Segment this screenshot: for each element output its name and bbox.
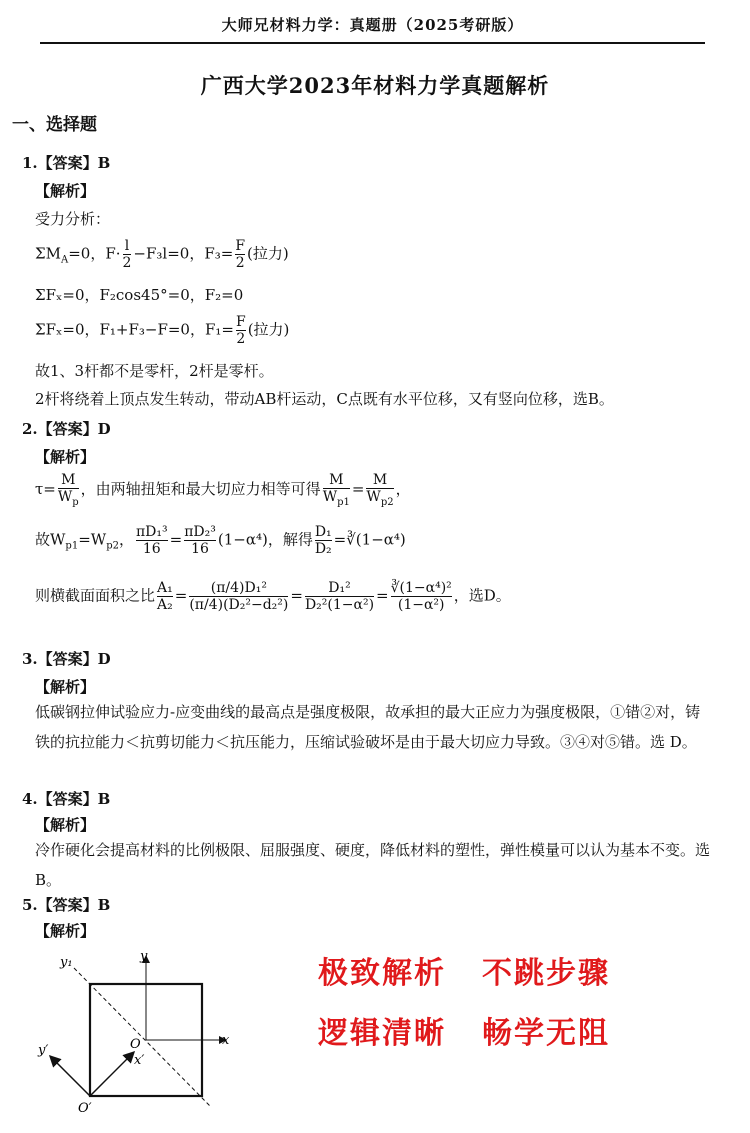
q2-l3-a: 则横截面面积之比 <box>35 586 156 605</box>
q2-l1-sub1: p <box>72 496 79 508</box>
q1-eq1 <box>35 238 289 271</box>
q2-l2-den1: 16 <box>136 540 168 557</box>
label-o-prime: O′ <box>78 1101 92 1116</box>
promo-line2a: 逻辑清晰 <box>318 1016 446 1051</box>
q2-l1-den2 <box>323 488 350 508</box>
q4-analysis-label: 【解析】 <box>35 816 96 834</box>
q2-l1-den1 <box>58 488 79 508</box>
q2-l2-num2: πD₂³ <box>184 524 216 540</box>
q2-l1-frac2 <box>323 472 350 508</box>
q1-eq3 <box>35 314 289 347</box>
q5-diagram <box>30 948 245 1118</box>
q1-analysis-label: 【解析】 <box>35 182 96 200</box>
q2-l1-d: ，由两轴扭矩和最大切应力相等可得 <box>80 480 321 499</box>
q2-l2-frac3 <box>315 524 332 557</box>
q1-eq1-num: l <box>124 238 130 254</box>
q2-l1-num3: M <box>372 472 388 488</box>
q2-l2-a: 故W <box>35 530 66 549</box>
q2-l1-w1: W <box>57 489 73 506</box>
header-rule <box>40 42 705 44</box>
q4-text: 冷作硬化会提高材料的比例极限、屈服强度、硬度，降低材料的塑性，弹性模量可以认为基本不变。选 B。 <box>35 841 711 889</box>
q1-eq1-a: ΣM <box>35 244 61 263</box>
label-y-prime: y′ <box>38 1043 49 1058</box>
q2-line2 <box>35 524 406 557</box>
promo-line1b: 不跳步骤 <box>482 956 610 991</box>
q1-eq3-den: 2 <box>236 331 246 348</box>
q2-l3-num2: (π/4)D₁² <box>210 580 267 596</box>
section-heading: 一、选择题 <box>12 115 97 135</box>
q2-l1-num1: M <box>61 472 76 488</box>
q1-eq1-num2: F <box>235 238 246 254</box>
q1-eq3-num: F <box>235 314 246 330</box>
q2-line3 <box>35 580 511 613</box>
q4-answer: 4.【答案】B <box>22 790 111 808</box>
q2-l3-den4: (1−α²) <box>391 596 452 613</box>
q2-l3-den2: (π/4)(D₂²−d₂²) <box>189 597 289 614</box>
q3-text: 低碳钢拉伸试验应力-应变曲线的最高点是强度极限，故承担的最大正应力为强度极限，①错②对，铸铁的抗拉能力＜抗剪切能力＜抗压能力，压缩试验破坏是由于最大切应力导致。③④对⑤错。选 D。 <box>35 703 701 751</box>
q2-l1-den3 <box>366 488 393 508</box>
label-x: x <box>222 1033 230 1048</box>
q2-l1-a: τ= <box>35 480 56 499</box>
q2-answer: 2.【答案】D <box>22 420 111 438</box>
promo-line1a: 极致解析 <box>318 956 446 991</box>
page-header: 大师兄材料力学：真题册（2025考研版） <box>221 16 524 34</box>
q2-l2-num3: D₁ <box>314 524 332 540</box>
label-o: O <box>130 1037 141 1052</box>
q2-l3-j: = <box>376 586 389 605</box>
q2-l3-m: ，选D。 <box>453 586 511 605</box>
q2-l3-frac3 <box>305 580 374 613</box>
q2-l1-frac3 <box>366 472 393 508</box>
q2-l2-c: ， <box>118 530 134 549</box>
q2-l2-f: = <box>169 530 183 549</box>
q2-l2-l: =∛(1−α⁴) <box>333 530 406 549</box>
q2-l3-frac4 <box>391 580 452 613</box>
q1-intro: 受力分析： <box>35 210 111 228</box>
q1-eq1-sub: A <box>60 254 69 266</box>
q2-l2-sub1: p1 <box>65 540 79 552</box>
q2-l1-sub3: p2 <box>380 496 394 508</box>
q2-l2-frac2 <box>184 524 216 557</box>
y-prime-axis <box>50 1056 90 1096</box>
q1-eq1-frac <box>123 238 132 271</box>
q2-l3-num4: ∛(1−α⁴)² <box>390 580 452 596</box>
q1-eq1-e: −F₃l=0，F₃= <box>133 244 234 263</box>
q2-l2-num1: πD₁³ <box>135 524 168 540</box>
page-title: 广西大学2023年材料力学真题解析 <box>200 73 550 98</box>
q2-l3-num3: D₁² <box>328 580 351 596</box>
q2-l2-frac1 <box>136 524 168 557</box>
x-prime-axis <box>90 1052 134 1096</box>
q5-answer: 5.【答案】B <box>22 896 111 914</box>
q2-l3-g: = <box>290 586 303 605</box>
q2-l2-sub2: p2 <box>106 540 119 552</box>
label-y: y <box>140 949 148 964</box>
q2-l1-frac1 <box>58 472 79 508</box>
q2-analysis-label: 【解析】 <box>35 448 96 466</box>
q2-l3-den1: A₂ <box>157 597 173 614</box>
q2-l3-frac2 <box>189 580 288 613</box>
q2-l1-sub2: p1 <box>337 496 350 508</box>
q5-analysis-label: 【解析】 <box>35 922 96 940</box>
q1-line5: 2杆将绕着上顶点发生转动，带动AB杆运动，C点既有水平位移，又有竖向位移，选B。 <box>35 390 614 408</box>
q1-eq1-den2: 2 <box>235 255 245 272</box>
q2-l1-g: = <box>351 480 365 499</box>
q1-eq2: ΣFₓ=0，F₂cos45°=0，F₂=0 <box>35 286 244 304</box>
q2-l3-num1: A₁ <box>157 580 173 596</box>
q2-l2-den3: D₂ <box>314 541 332 558</box>
q1-line4: 故1、3杆都不是零杆，2杆是零杆。 <box>35 362 274 380</box>
q1-eq3-d: (拉力) <box>247 320 290 339</box>
q2-l1-num2: M <box>329 472 344 488</box>
q2-l2-b: =W <box>78 530 107 549</box>
label-x-prime: x′ <box>134 1053 145 1068</box>
promo-line2b: 畅学无阻 <box>482 1016 610 1051</box>
q2-l1-w2: W <box>322 489 338 506</box>
q1-answer: 1.【答案】B <box>22 154 111 172</box>
q2-l2-den2: 16 <box>184 540 216 557</box>
q2-l2-i: (1−α⁴)，解得 <box>217 530 313 549</box>
label-y1: y₁ <box>60 955 73 970</box>
q1-eq3-frac <box>236 314 246 347</box>
q2-l3-den3: D₂²(1−α²) <box>304 597 375 614</box>
q1-eq3-a: ΣFₓ=0，F₁+F₃−F=0，F₁= <box>35 320 234 339</box>
diagonal-dashed-line <box>74 968 210 1106</box>
q3-answer: 3.【答案】D <box>22 650 111 668</box>
q2-line1 <box>35 472 411 508</box>
q1-eq1-b: =0，F· <box>68 244 121 263</box>
q1-eq1-frac2 <box>235 238 245 271</box>
q2-l1-w3: W <box>366 489 381 506</box>
q2-l3-d: = <box>174 586 188 605</box>
q2-l3-frac1 <box>157 580 173 613</box>
q1-eq1-h: (拉力) <box>247 244 289 263</box>
q2-l1-j: ， <box>395 480 411 499</box>
q1-eq1-den: 2 <box>122 255 132 272</box>
q3-analysis-label: 【解析】 <box>35 678 96 696</box>
